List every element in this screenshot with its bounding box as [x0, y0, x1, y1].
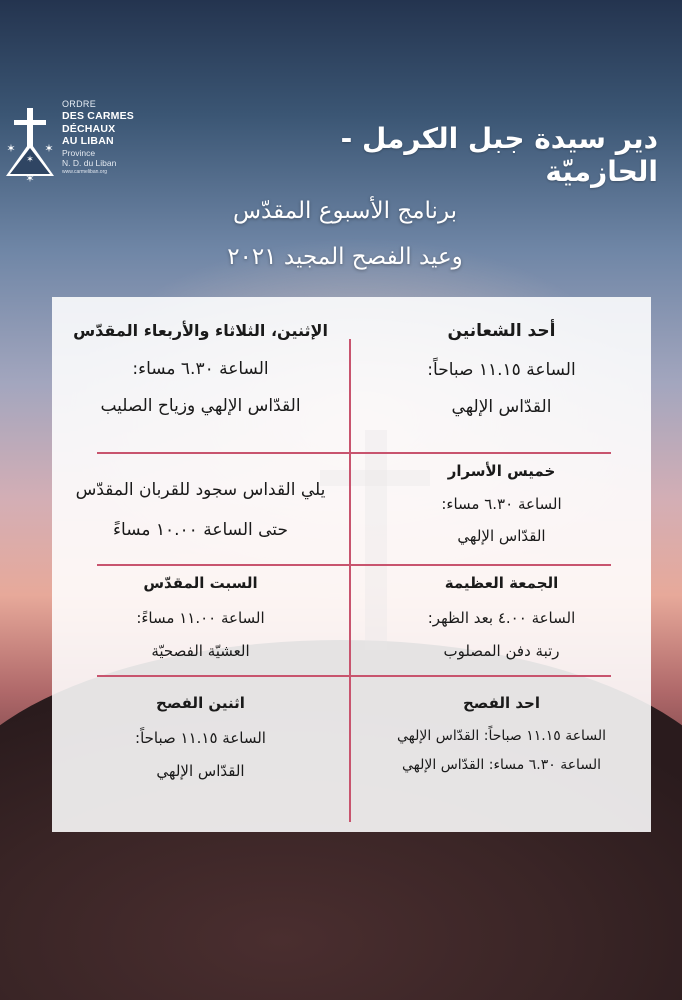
page-title: دير سيدة جبل الكرمل - الحازميّة [340, 122, 658, 188]
easter-monday-heading: اثنين الفصح [156, 694, 245, 712]
adoration-block [52, 480, 349, 540]
schedule-panel [52, 297, 651, 832]
palm-sunday-event: القدّاس الإلهي [451, 397, 552, 417]
svg-text:✶: ✶ [26, 155, 34, 165]
palm-sunday-block [352, 321, 651, 417]
logo-text-au-liban: AU LIBAN [62, 135, 114, 147]
row-divider-1 [97, 452, 611, 454]
holy-mon-wed-event: القدّاس الإلهي وزياح الصليب [100, 396, 301, 416]
holy-saturday-time: الساعة ١١.٠٠ مساءً: [136, 609, 265, 627]
holy-saturday-heading: السبت المقدّس [143, 574, 258, 592]
holy-thursday-heading: خميس الأسرار [447, 462, 556, 480]
column-divider [349, 339, 351, 822]
good-friday-heading: الجمعة العظيمة [444, 574, 559, 592]
carmelite-logo [0, 98, 140, 190]
easter-monday-time: الساعة ١١.١٥ صباحاً: [135, 729, 266, 747]
holy-thursday-block [352, 462, 651, 545]
easter-sunday-block [352, 694, 651, 773]
adoration-line-2: حتى الساعة ١٠.٠٠ مساءً [113, 520, 288, 540]
easter-sunday-line-1: الساعة ١١.١٥ صباحاً: القدّاس الإلهي [397, 728, 606, 744]
holy-thursday-event: القدّاس الإلهي [457, 527, 546, 545]
easter-monday-event: القدّاس الإلهي [156, 762, 245, 780]
adoration-line-1: يلي القداس سجود للقربان المقدّس [75, 480, 326, 500]
palm-sunday-heading: أحد الشعانين [447, 321, 556, 341]
row-divider-3 [97, 675, 611, 677]
holy-thursday-time: الساعة ٦.٣٠ مساء: [441, 495, 562, 513]
holy-mon-wed-block [52, 321, 349, 416]
svg-text:✶: ✶ [25, 172, 35, 184]
logo-text-province: Province [62, 147, 96, 158]
easter-monday-block [52, 694, 349, 780]
logo-text-website: www.carmeliban.org [62, 168, 108, 175]
easter-sunday-heading: احد الفصح [463, 694, 540, 712]
logo-text-ordre: ORDRE [62, 99, 97, 109]
holy-mon-wed-time: الساعة ٦.٣٠ مساء: [132, 359, 269, 379]
svg-text:✶: ✶ [44, 142, 54, 155]
logo-text-nd-du-liban: N. D. du Liban [62, 158, 117, 168]
good-friday-event: رتبة دفن المصلوب [443, 642, 560, 660]
svg-text:✶: ✶ [6, 142, 16, 155]
row-divider-2 [97, 564, 611, 566]
good-friday-block [352, 574, 651, 660]
holy-mon-wed-heading: الإثنين، الثلاثاء والأربعاء المقدّس [73, 321, 328, 340]
good-friday-time: الساعة ٤.٠٠ بعد الظهر: [427, 609, 576, 627]
logo-text-dechaux: DÉCHAUX [62, 122, 116, 135]
easter-sunday-line-2: الساعة ٦.٣٠ مساء: القدّاس الإلهي [402, 757, 601, 773]
subtitle-line-1: برنامج الأسبوع المقدّس [232, 198, 458, 224]
holy-saturday-block [52, 574, 349, 660]
carmel-cross-icon [0, 106, 60, 184]
holy-saturday-event: العشيّة الفصحيّة [151, 642, 250, 660]
logo-text-des-carmes: DES CARMES [62, 110, 135, 122]
palm-sunday-time: الساعة ١١.١٥ صباحاً: [427, 360, 576, 380]
subtitle-line-2: وعيد الفصح المجيد ٢٠٢١ [227, 244, 463, 270]
